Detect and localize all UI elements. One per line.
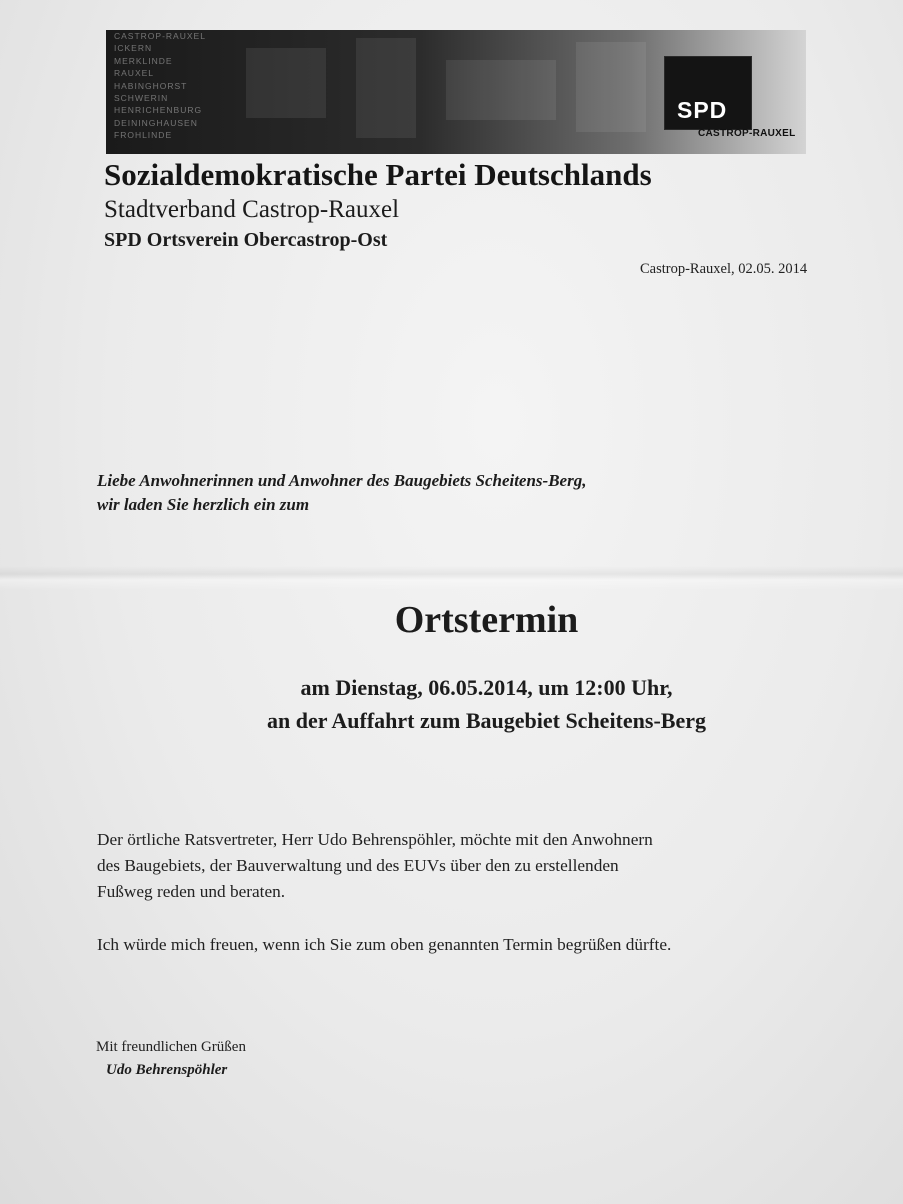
event-date-time: am Dienstag, 06.05.2014, um 12:00 Uhr, xyxy=(300,675,673,700)
letter-date: Castrop-Rauxel, 02.05. 2014 xyxy=(640,261,808,277)
banner-name: CASTROP-RAUXEL xyxy=(114,31,206,41)
letterhead-banner xyxy=(106,30,806,154)
city-association: Stadtverband Castrop-Rauxel xyxy=(104,196,400,223)
banner-decor-block xyxy=(356,38,416,138)
body-line: Der örtliche Ratsvertreter, Herr Udo Behrenspöhler, möchte mit den Anwohnern xyxy=(97,830,653,849)
salutation xyxy=(97,469,586,517)
spd-logo xyxy=(664,56,752,130)
banner-name: HENRICHENBURG xyxy=(114,105,203,116)
banner-name: DEININGHAUSEN xyxy=(114,117,198,128)
spd-logo-subtext: CASTROP-RAUXEL xyxy=(698,128,796,139)
event-title: Ortstermin xyxy=(394,599,579,641)
banner-decor-block xyxy=(576,42,646,132)
banner-name: FROHLINDE xyxy=(114,130,173,141)
banner-district-names xyxy=(114,30,254,142)
signature-regards: Mit freundlichen Grüßen xyxy=(96,1039,246,1055)
local-association: SPD Ortsverein Obercastrop-Ost xyxy=(104,229,388,251)
banner-name: ICKERN xyxy=(114,43,153,54)
body-paragraph xyxy=(97,827,857,905)
party-name: Sozialdemokratische Partei Deutschlands xyxy=(104,157,652,192)
banner-name: HABINGHORST xyxy=(114,80,188,91)
banner-name: RAUXEL xyxy=(114,68,155,79)
banner-name: SCHWERIN xyxy=(114,93,169,104)
banner-name: MERKLINDE xyxy=(114,55,173,66)
event-location: an der Auffahrt zum Baugebiet Scheitens-Berg xyxy=(267,708,706,733)
salutation-line: wir laden Sie herzlich ein zum xyxy=(97,495,310,514)
banner-decor-block xyxy=(446,60,556,120)
salutation-line: Liebe Anwohnerinnen und Anwohner des Baugebiets Scheitens-Berg, xyxy=(97,471,587,490)
closing-sentence: Ich würde mich freuen, wenn ich Sie zum oben genannten Termin begrüßen dürfte. xyxy=(97,935,672,954)
event-details xyxy=(0,671,903,737)
signature-name: Udo Behrenspöhler xyxy=(106,1062,228,1078)
body-line: Fußweg reden und beraten. xyxy=(97,882,286,901)
banner-decor-block xyxy=(246,48,326,118)
body-line: des Baugebiets, der Bauverwaltung und des EUVs über den zu erstellenden xyxy=(97,856,619,875)
spd-logo-text: SPD xyxy=(677,97,728,123)
